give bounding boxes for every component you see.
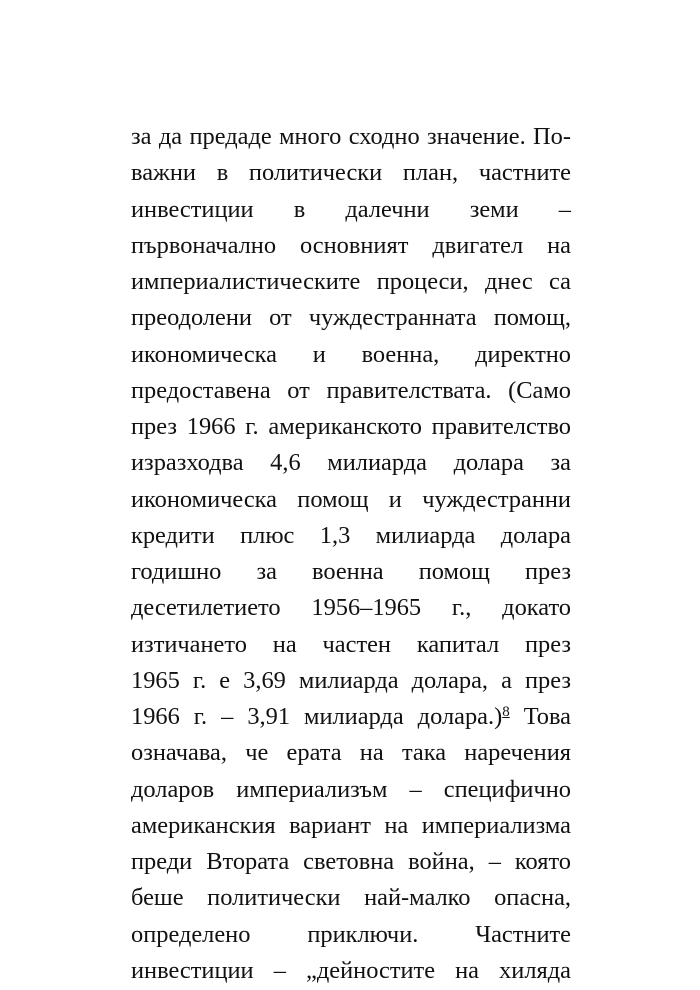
text-line: предоставена от правителствата. (Само	[131, 376, 571, 404]
text-line: доларов империализъм – специфично	[131, 775, 571, 803]
text-line: определено приключи. Частните	[131, 920, 571, 948]
text-line: инвестиции в далечни земи –	[131, 195, 571, 223]
text-line: империалистическите процеси, днес са	[131, 268, 571, 295]
text-line-segment: Това	[509, 703, 571, 730]
text-line: кредити плюс 1,3 милиарда долара	[131, 521, 571, 549]
text-line: преди Втората световна война, – която	[131, 848, 571, 875]
text-line: първоначално основният двигател на	[131, 231, 571, 259]
text-line: икономическа и военна, директно	[131, 340, 571, 368]
text-line: инвестиции – „дейностите на хиляда	[131, 956, 571, 984]
text-line: преодолени от чуждестранната помощ,	[131, 304, 571, 332]
text-line: американския вариант на империализма	[131, 811, 571, 839]
text-line: беше политически най-малко опасна,	[131, 884, 571, 912]
body-text	[131, 119, 571, 989]
text-line: 1965 г. е 3,69 милиарда долара, а през	[131, 666, 571, 694]
text-line: през 1966 г. американското правителство	[131, 413, 571, 440]
text-line: икономическа помощ и чуждестранни	[131, 485, 571, 513]
text-line: за да предаде много сходно значение. По-	[131, 123, 571, 150]
text-line-segment: 1966 г. – 3,91 милиарда долара.)	[131, 703, 503, 730]
text-line-with-footnote	[131, 699, 571, 735]
footnote-ref-link[interactable]: 8	[502, 703, 510, 720]
text-line: изразходва 4,6 милиарда долара за	[131, 449, 571, 477]
text-line: означава, че ерата на така наречения	[131, 739, 571, 767]
text-line: изтичането на частен капитал през	[131, 630, 571, 658]
text-line: десетилетието 1956–1965 г., докато	[131, 594, 571, 622]
text-line: годишно за военна помощ през	[131, 558, 571, 585]
text-line: важни в политически план, частните	[131, 159, 571, 187]
